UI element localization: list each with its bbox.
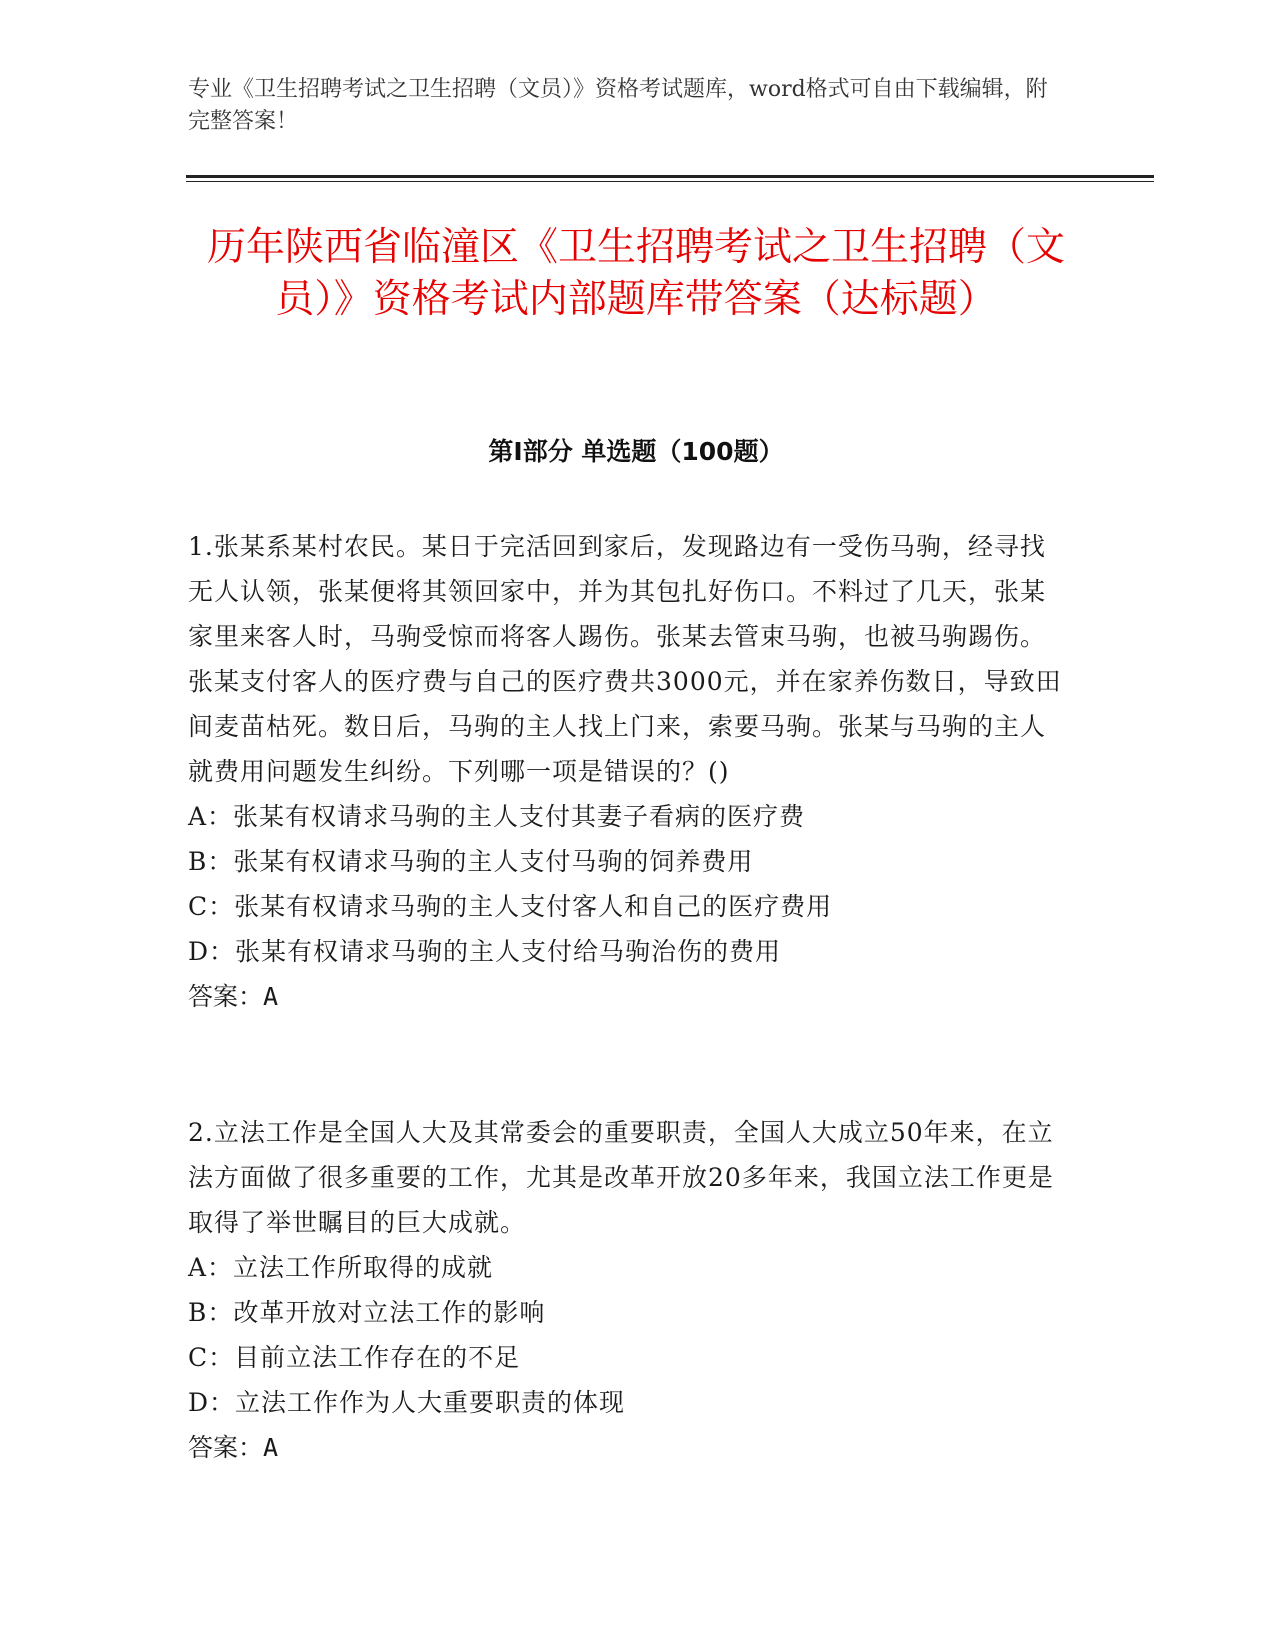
answer-line [188,1425,1068,1470]
answer-label: 答案： [188,982,264,1011]
option-d: D：张某有权请求马驹的主人支付给马驹治伤的费用 [188,937,782,966]
header-divider-thin [186,181,1154,182]
option-c: C：目前立法工作存在的不足 [188,1343,521,1372]
question-stem: 2.立法工作是全国人大及其常委会的重要职责，全国人大成立50年来，在立法方面做了很多重要的工作，尤其是改革开放20多年来，我国立法工作更是取得了举世瞩目的巨大成就。 [188,1118,1054,1237]
option-a: A：立法工作所取得的成就 [188,1253,494,1282]
question-1 [188,524,1068,1019]
option-a: A：张某有权请求马驹的主人支付其妻子看病的医疗费 [188,802,806,831]
option-d: D：立法工作作为人大重要职责的体现 [188,1388,626,1417]
answer-line [188,974,1068,1019]
answer-label: 答案： [188,1433,264,1462]
option-c: C：张某有权请求马驹的主人支付客人和自己的医疗费用 [188,892,833,921]
header-note: 专业《卫生招聘考试之卫生招聘（文员）》资格考试题库，word格式可自由下载编辑，附完整答案！ [188,77,1048,134]
section-title: 第Ⅰ部分 单选题（100题） [488,437,784,466]
question-2 [188,1110,1068,1470]
header-divider-thick [186,175,1154,178]
answer-value: A [263,1433,279,1462]
question-stem: 1.张某系某村农民。某日于完活回到家后，发现路边有一受伤马驹，经寻找无人认领，张某便将其领回家中，并为其包扎好伤口。不料过了几天，张某家里来客人时，马驹受惊而将客人踢伤。张某去管束马驹，也被马驹踢伤。张某支付客人的医疗费与自己的医疗费共3000元，并在家养伤数日，导致田间麦苗枯死。数日后，马驹的主人找上门来，索要马驹。张某与马驹的主人就费用问题发生纠纷。下列哪一项是错误的？() [188,532,1062,786]
option-b: B：张某有权请求马驹的主人支付马驹的饲养费用 [188,847,754,876]
option-b: B：改革开放对立法工作的影响 [188,1298,546,1327]
document-title: 历年陕西省临潼区《卫生招聘考试之卫生招聘（文员）》资格考试内部题库带答案（达标题） [206,225,1065,322]
answer-value: A [263,982,279,1011]
